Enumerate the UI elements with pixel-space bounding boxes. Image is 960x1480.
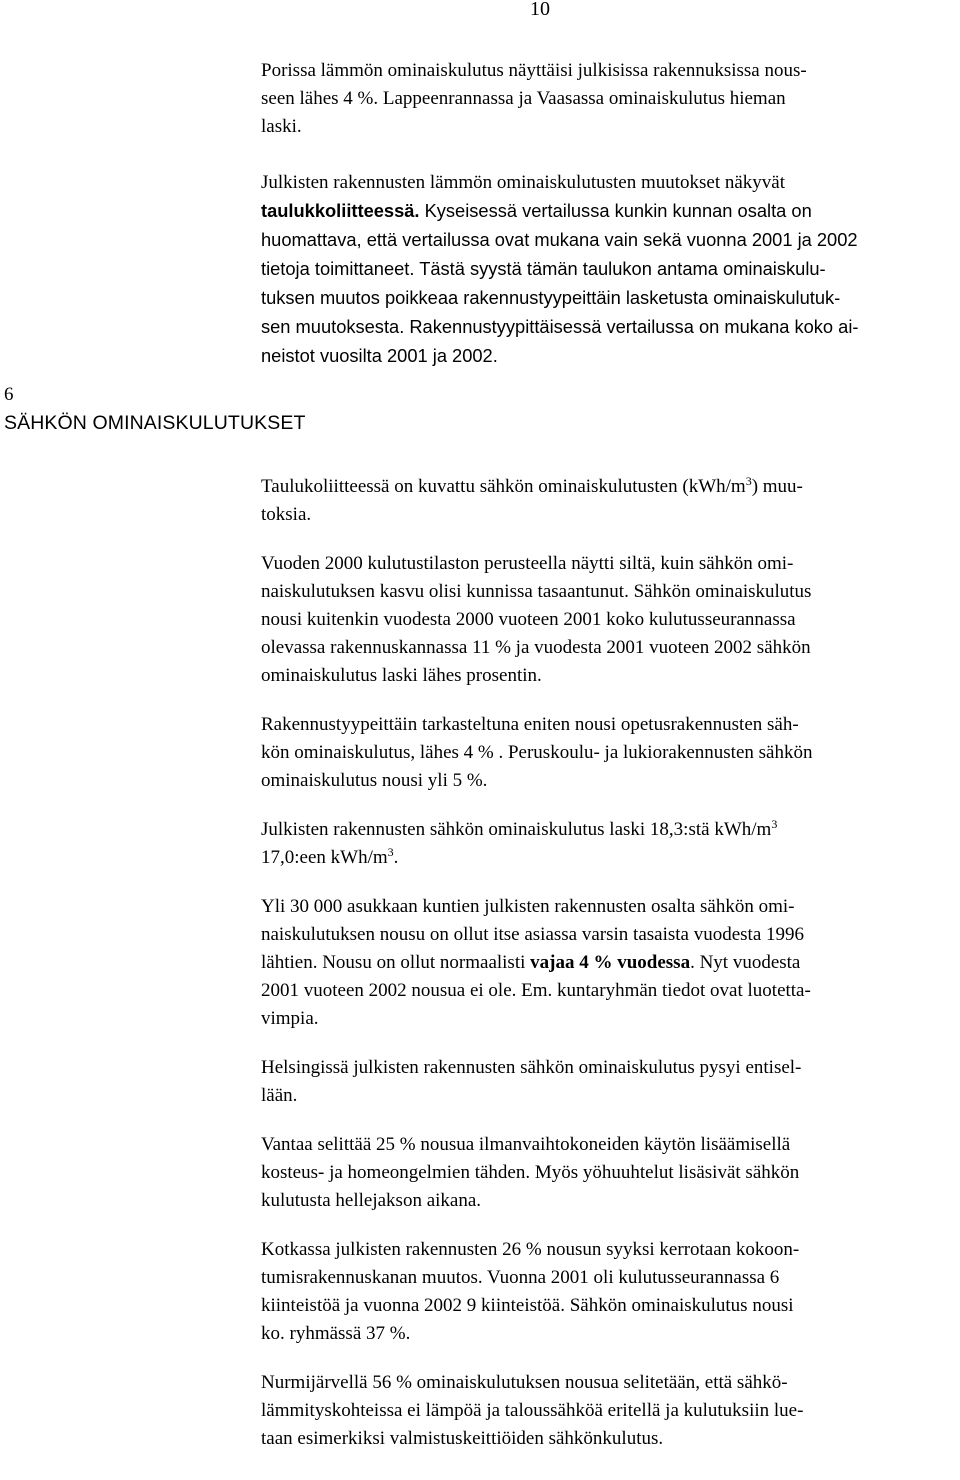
text-line: kiinteistöä ja vuonna 2002 9 kiinteistöä. Sähkön ominaiskulutus nousi bbox=[261, 1295, 794, 1316]
text-line: Kotkassa julkisten rakennusten 26 % nousun syyksi kerrotaan kokoon- bbox=[261, 1239, 800, 1260]
text-line: Vantaa selittää 25 % nousua ilmanvaihtokoneiden käytön lisäämisellä bbox=[261, 1134, 791, 1155]
paragraph-large-municipalities bbox=[261, 893, 957, 1033]
text-line: ominaiskulutus laski lähes prosentin. bbox=[261, 665, 542, 686]
text-line: Julkisten rakennusten lämmön ominaiskulutusten muutokset näkyvät bbox=[261, 172, 786, 193]
text-line: lään. bbox=[261, 1085, 298, 1106]
text-line: taan esimerkiksi valmistuskeittiöiden sähkönkulutus. bbox=[261, 1428, 664, 1449]
text-line: sen muutoksesta. Rakennustyypittäisessä vertailussa on mukana koko ai- bbox=[261, 316, 859, 337]
text-line: laski. bbox=[261, 116, 302, 137]
superscript: 3 bbox=[771, 816, 778, 831]
document-body bbox=[261, 57, 957, 1453]
paragraph-pori bbox=[261, 57, 957, 141]
text-line: Helsingissä julkisten rakennusten sähkön ominaiskulutus pysyi entisel- bbox=[261, 1057, 802, 1078]
text-line: kosteus- ja homeongelmien tähden. Myös yöhuuhtelut lisäsivät sähkön bbox=[261, 1162, 800, 1183]
section-title: SÄHKÖN OMINAISKULUTUKSET bbox=[4, 412, 306, 434]
text-line: kön ominaiskulutus, lähes 4 % . Peruskoulu- ja lukiorakennusten sähkön bbox=[261, 742, 813, 763]
bold-term: taulukkoliitteessä. bbox=[261, 200, 420, 221]
text-line: Porissa lämmön ominaiskulutus näyttäisi julkisissa rakennuksissa nous- bbox=[261, 60, 807, 81]
text-line: neistot vuosilta 2001 ja 2002. bbox=[261, 345, 498, 366]
bold-term: vajaa 4 % vuodessa bbox=[530, 952, 691, 973]
text-line: naiskulutuksen kasvu olisi kunnissa tasaantunut. Sähkön ominaiskulutus bbox=[261, 581, 812, 602]
text-line: Vuoden 2000 kulutustilaston perusteella näytti siltä, kuin sähkön omi- bbox=[261, 553, 794, 574]
paragraph-2000-statistics bbox=[261, 550, 957, 690]
text-line: nousi kuitenkin vuodesta 2000 vuoteen 2001 koko kulutusseurannassa bbox=[261, 609, 796, 630]
paragraph-helsinki bbox=[261, 1054, 957, 1110]
paragraph-heat-changes bbox=[261, 169, 957, 371]
text-line: olevassa rakennuskannassa 11 % ja vuodesta 2001 vuoteen 2002 sähkön bbox=[261, 637, 811, 658]
page-number: 10 bbox=[530, 0, 550, 20]
text-line: Yli 30 000 asukkaan kuntien julkisten rakennusten osalta sähkön omi- bbox=[261, 896, 795, 917]
text-line: tietoja toimittaneet. Tästä syystä tämän taulukon antama ominaiskulu- bbox=[261, 258, 826, 279]
text-line: lähtien. Nousu on ollut normaalisti bbox=[261, 952, 531, 973]
text-line: . Nyt vuodesta bbox=[690, 952, 801, 973]
text-line: 2001 vuoteen 2002 nousua ei ole. Em. kuntaryhmän tiedot ovat luotetta- bbox=[261, 980, 811, 1001]
superscript: 3 bbox=[745, 473, 752, 488]
text-line: tumisrakennuskanan muutos. Vuonna 2001 oli kulutusseurannassa 6 bbox=[261, 1267, 780, 1288]
text-line: . bbox=[393, 847, 399, 868]
paragraph-vantaa bbox=[261, 1131, 957, 1215]
paragraph-kotka bbox=[261, 1236, 957, 1348]
text-line: kulutusta hellejakson aikana. bbox=[261, 1190, 482, 1211]
text-line: Kyseisessä vertailussa kunkin kunnan osalta on bbox=[419, 200, 812, 221]
text-line: Nurmijärvellä 56 % ominaiskulutuksen nousua selitetään, että sähkö- bbox=[261, 1372, 788, 1393]
text-line: Julkisten rakennusten sähkön ominaiskulutus laski 18,3:stä kWh/m bbox=[261, 819, 772, 840]
paragraph-table-annex bbox=[261, 473, 957, 529]
paragraph-public-buildings bbox=[261, 816, 957, 872]
superscript: 3 bbox=[387, 844, 394, 859]
text-line: seen lähes 4 %. Lappeenrannassa ja Vaasassa ominaiskulutus hieman bbox=[261, 88, 786, 109]
text-line: tuksen muutos poikkeaa rakennustyypeittäin lasketusta ominaiskulutuk- bbox=[261, 287, 841, 308]
text-line: ko. ryhmässä 37 %. bbox=[261, 1323, 411, 1344]
text-line: ominaiskulutus nousi yli 5 %. bbox=[261, 770, 488, 791]
section-number: 6 bbox=[4, 384, 14, 405]
paragraph-nurmijarvi bbox=[261, 1369, 957, 1453]
text-line: vimpia. bbox=[261, 1008, 319, 1029]
text-line: ) muu- bbox=[751, 476, 803, 497]
text-line: Taulukoliitteessä on kuvattu sähkön ominaiskulutusten (kWh/m bbox=[261, 476, 746, 497]
text-line: lämmityskohteissa ei lämpöä ja taloussähköä eritellä ja kulutuksiin lue- bbox=[261, 1400, 804, 1421]
paragraph-building-types bbox=[261, 711, 957, 795]
text-line: huomattava, että vertailussa ovat mukana vain sekä vuonna 2001 ja 2002 bbox=[261, 229, 858, 250]
text-line: Rakennustyypeittäin tarkasteltuna eniten nousi opetusrakennusten säh- bbox=[261, 714, 799, 735]
text-line: 17,0:een kWh/m bbox=[261, 847, 388, 868]
text-line: naiskulutuksen nousu on ollut itse asiassa varsin tasaista vuodesta 1996 bbox=[261, 924, 805, 945]
text-line: toksia. bbox=[261, 504, 312, 525]
